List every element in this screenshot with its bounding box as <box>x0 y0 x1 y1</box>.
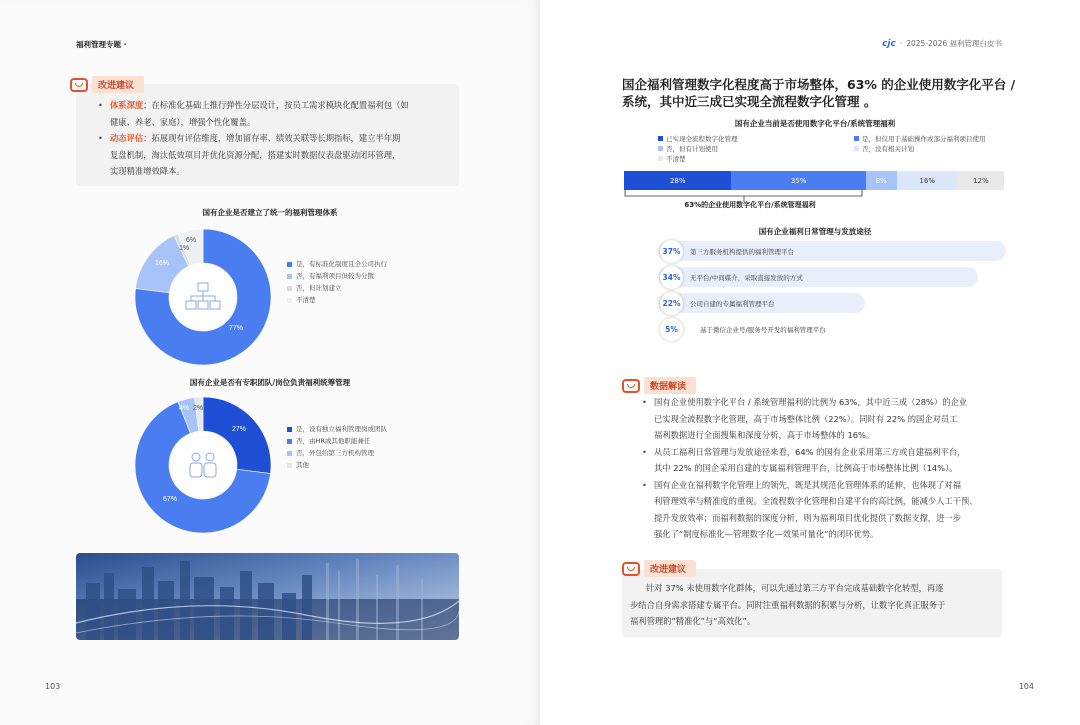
pie1-legend <box>287 258 387 306</box>
advice-tag-label: 改进建议 <box>92 76 144 93</box>
legend-label: 不清楚 <box>296 296 316 304</box>
legend-swatch <box>287 274 292 279</box>
legend-swatch <box>287 427 292 432</box>
legend-swatch <box>287 298 292 303</box>
legend-item <box>854 134 986 143</box>
legend-label: 否，没有相关计划 <box>862 145 914 153</box>
pie-value-label: 27% <box>231 426 247 433</box>
report-title: 2025-2026 福利管理白皮书 <box>906 39 1002 48</box>
advice-line: 针对 37% 未使用数字化群体，可以先通过第三方平台完成基础数字化转型，再逐 <box>646 583 944 593</box>
page-heading: 国企福利管理数字化程度高于市场整体，63% 的企业使用数字化平台 / 系统，其中近三成已实现全流程数字化管理 。 <box>622 77 1016 109</box>
analysis-line: 已实现全流程数字化管理，高于市场整体比例（22%）。同时有 22% 的国企对员工 <box>654 413 958 424</box>
channel-label: 无平台/中间媒介，采取直接发放的方式 <box>690 274 803 282</box>
pie-value-label: 1% <box>178 245 190 252</box>
legend-swatch <box>287 463 292 468</box>
advice-line: 步结合自身需求搭建专属平台。同时注重福利数据的积累与分析，让数字化真正服务于 <box>630 599 946 610</box>
advice-line: 福利管理的“精准化”与“高效化”。 <box>630 616 756 626</box>
analysis-item <box>640 444 1020 477</box>
analysis-line: 国有企业使用数字化平台 / 系统管理福利的比例为 63%，其中近三成（28%）的企业 <box>654 397 968 407</box>
legend-swatch <box>854 146 859 151</box>
analysis-line: 国有企业在福利数字化管理上的领先，既是其规范化管理体系的延伸，也体现了对福 <box>654 479 961 490</box>
stacked-segment: 12% <box>958 171 1004 190</box>
advice-tag-label-right: 改进建议 <box>644 560 696 577</box>
pie2-legend <box>287 423 387 471</box>
stacked-segment: 35% <box>731 171 865 190</box>
legend-item <box>287 258 387 270</box>
pie1-chart <box>128 222 278 372</box>
legend-label: 否，有福利项目但较为分散 <box>296 272 374 280</box>
legend-label: 是，但仅用于基础操作或部分福利项目使用 <box>862 135 986 143</box>
legend-label: 已实现全流程数字化管理 <box>666 135 738 143</box>
legend-label: 否，由HR或其他职能兼任 <box>296 437 371 445</box>
stacked-segment: 28% <box>624 171 731 190</box>
legend-swatch <box>658 146 663 151</box>
advice-list <box>96 97 456 180</box>
legend-swatch <box>287 262 292 267</box>
right-page <box>540 0 1080 725</box>
advice-item: • 体系深度：在标准化基础上推行弹性分层设计，按员工需求模块化配置福利包（如 健康、养老、家庭），增强个性化覆盖。 <box>96 97 456 130</box>
advice-tag <box>70 76 144 93</box>
legend-item <box>854 144 914 153</box>
stacked-segment: 8% <box>866 171 897 190</box>
legend-label: 其他 <box>296 461 309 469</box>
channel-value: 37% <box>660 240 683 263</box>
pie-value-label: 67% <box>162 496 178 503</box>
legend-item <box>287 294 387 306</box>
section-header: 福利管理专题 · <box>76 40 127 49</box>
channel-label: 基于微信企业号/服务号开发的福利管理平台 <box>700 326 826 334</box>
pie2-title: 国有企业是否有专职团队/岗位负责福利统筹管理 <box>189 378 351 387</box>
legend-swatch <box>287 451 292 456</box>
channel-value: 5% <box>660 318 683 341</box>
channel-value: 34% <box>660 266 683 289</box>
analysis-line: 强化了“制度标准化—管理数字化—效果可量化”的闭环优势。 <box>654 529 879 539</box>
legend-label: 否，外包给第三方机构管理 <box>296 449 374 457</box>
legend-item <box>287 423 387 435</box>
analysis-item <box>640 394 1020 444</box>
report-header <box>882 38 1002 49</box>
advice-tag-right <box>622 560 696 577</box>
analysis-line: 其中 22% 的国企采用自建的专属福利管理平台，比例高于市场整体比例（14%）。 <box>654 463 958 473</box>
pie2-chart <box>128 390 278 540</box>
legend-item <box>658 154 686 163</box>
analysis-tag-label: 数据解读 <box>644 377 696 394</box>
advice-text <box>630 580 1002 630</box>
analysis-list <box>640 394 1020 543</box>
page-number-left: 103 <box>45 682 61 691</box>
pie-value-label: 4% <box>178 405 190 412</box>
pie1-title: 国有企业是否建立了统一的福利管理体系 <box>202 208 338 217</box>
legend-swatch <box>287 286 292 291</box>
cityscape-photo <box>76 553 459 640</box>
channel-chart-title: 国有企业福利日常管理与发放途径 <box>758 227 872 236</box>
legend-swatch <box>658 136 663 141</box>
analysis-line: 利管理效率与精准度的重视。全流程数字化管理和自建平台的高比例，能减少人工干预、 <box>654 496 978 506</box>
legend-item <box>287 282 387 294</box>
analysis-tag <box>622 377 696 394</box>
analysis-line: 从员工福利日常管理与发放途径来看，64% 的国有企业采用第三方或自建福利平台， <box>654 446 966 457</box>
legend-item <box>658 134 738 143</box>
digital-stacked-bar <box>624 171 1004 190</box>
analysis-line: 福利数据进行全面搜集和深度分析，高于市场整体的 16%。 <box>654 430 875 440</box>
header-separator: · <box>899 39 903 48</box>
analysis-icon <box>622 379 640 393</box>
legend-label: 否，但有计划使用 <box>666 145 718 153</box>
legend-label: 否，但计划建立 <box>296 284 342 292</box>
legend-label: 是，有标准化制度且全公司执行 <box>296 260 387 268</box>
pie-value-label: 6% <box>185 237 197 244</box>
legend-swatch <box>854 136 859 141</box>
brand-logo: cjc <box>882 38 896 49</box>
pie-value-label: 77% <box>228 325 244 332</box>
analysis-line: 提升发放效率；而福利数据的深度分析，则为福利项目优化提供了数据支撑，进一步 <box>654 512 961 523</box>
advice-item: • 动态评估：拓展现有评估维度，增加留存率、绩效关联等长期指标，建立半年期 复盘机制，淘汰低效项目并优化资源分配，搭建实时数据仪表盘驱动闭环管理， 实现精准增效降本。 <box>96 130 456 180</box>
legend-label: 是，设有独立福利管理岗或团队 <box>296 425 387 433</box>
legend-swatch <box>287 439 292 444</box>
legend-item <box>287 435 387 447</box>
channel-label: 第三方服务机构提供的福利管理平台 <box>690 248 794 256</box>
pie-value-label: 16% <box>154 260 170 267</box>
legend-item <box>658 144 718 153</box>
legend-item <box>287 459 387 471</box>
pie-value-label: 2% <box>192 405 204 412</box>
page-number-right: 104 <box>1018 682 1034 691</box>
digital-chart-title: 国有企业当前是否使用数字化平台/系统管理福利 <box>734 119 896 128</box>
legend-swatch <box>658 156 663 161</box>
digital-chart-note: 63%的企业使用数字化平台/系统管理福利 <box>684 201 816 209</box>
analysis-item <box>640 477 1020 543</box>
legend-item <box>287 270 387 282</box>
channel-label: 公司自建的专属福利管理平台 <box>690 300 775 308</box>
advice-icon <box>70 78 88 92</box>
legend-item <box>287 447 387 459</box>
stacked-segment: 16% <box>897 171 958 190</box>
channel-value: 22% <box>660 292 683 315</box>
legend-label: 不清楚 <box>666 155 686 163</box>
advice-icon-right <box>622 562 640 576</box>
